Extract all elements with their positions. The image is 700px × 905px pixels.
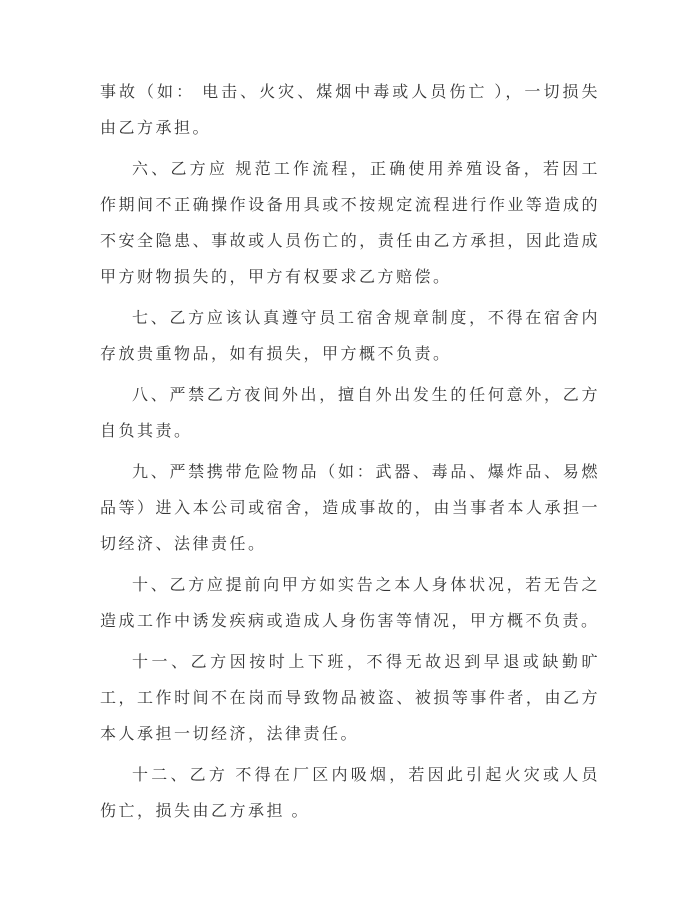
clause-paragraph-9: 九、严禁携带危险物品（如：武器、毒品、爆炸品、易燃品等）进入本公司或宿舍，造成事故的，由当事者本人承担一切经济、法律责任。 [100,464,600,553]
clause-paragraph-continuation: 事故（如： 电击、火灾、煤烟中毒或人员伤亡 ），一切损失由乙方承担。 [100,84,600,137]
clause-paragraph-7: 七、乙方应该认真遵守员工宿舍规章制度，不得在宿舍内存放贵重物品，如有损失，甲方概不负责。 [100,310,600,363]
clause-paragraph-8: 八、严禁乙方夜间外出，擅自外出发生的任何意外，乙方自负其责。 [100,387,600,440]
clause-paragraph-12: 十二、乙方 不得在厂区内吸烟，若因此引起火灾或人员伤亡，损失由乙方承担 。 [100,767,600,820]
clause-paragraph-10: 十、乙方应提前向甲方如实告之本人身体状况，若无告之造成工作中诱发疾病或造成人身伤害等情况，甲方概不负责。 [100,577,600,630]
clause-paragraph-6: 六、乙方应 规范工作流程，正确使用养殖设备，若因工作期间不正确操作设备用具或不按规定流程进行作业等造成的不安全隐患、事故或人员伤亡的，责任由乙方承担，因此造成甲方财物损失的，甲方有权要求乙方赔偿。 [100,161,600,286]
clause-paragraph-11: 十一、乙方因按时上下班，不得无故迟到早退或缺勤旷工，工作时间不在岗而导致物品被盗、被损等事件者，由乙方本人承担一切经济，法律责任。 [100,654,600,743]
